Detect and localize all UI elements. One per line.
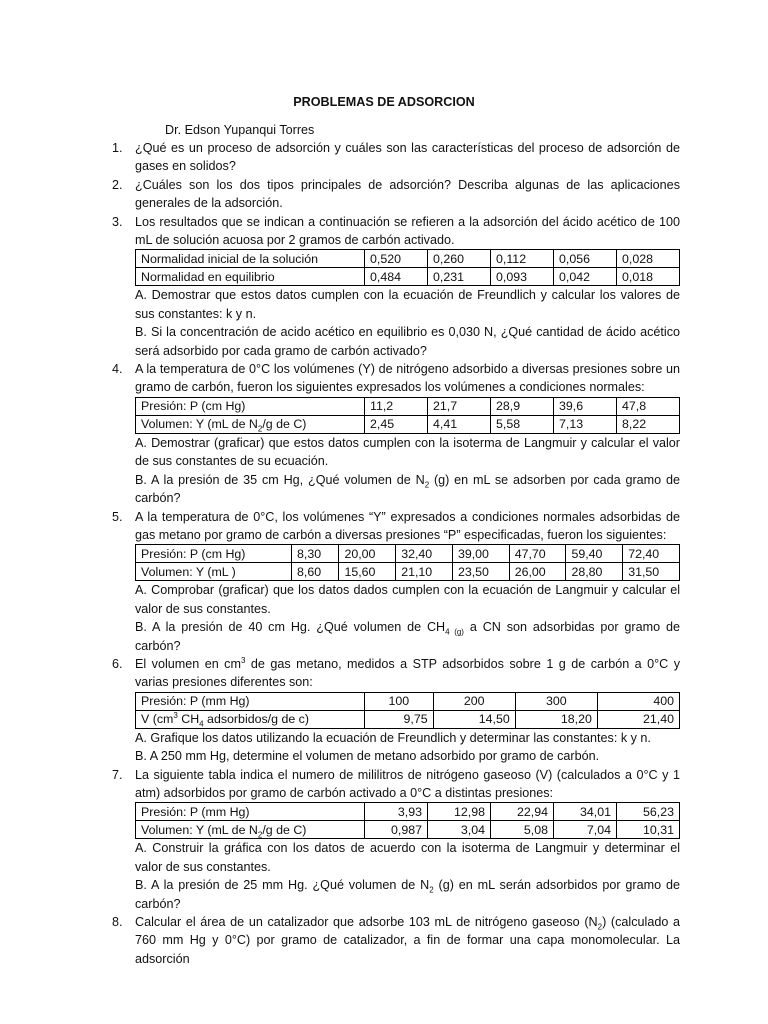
data-table: [135, 544, 680, 581]
problem-list: [112, 139, 680, 968]
table-row: [136, 250, 680, 268]
table-row: [136, 563, 680, 581]
table-cell: 28,9: [491, 397, 554, 415]
problem-3: [112, 213, 680, 360]
problem-number: 6.: [112, 656, 123, 671]
problem-statement: A la temperatura de 0°C los volúmenes (Y) de nitrógeno adsorbido a diversas presiones sobre un gramo de carbón, fueron los siguientes expresados los volúmenes a condiciones normales:: [135, 362, 680, 395]
table-cell: 0,093: [491, 268, 554, 286]
table-cell: 200: [433, 692, 515, 710]
table-cell: 7,13: [554, 415, 617, 433]
question-a: A. Demostrar (graficar) que estos datos cumplen con la isoterma de Langmuir y calcular el valor de sus constantes de su ecuación.: [135, 435, 680, 469]
table-cell: 0,520: [365, 250, 428, 268]
table-cell: 39,00: [452, 545, 509, 563]
table-cell: 10,31: [617, 821, 680, 839]
problem-1: [112, 139, 680, 176]
table-cell: 8,30: [292, 545, 339, 563]
problem-number: 4.: [112, 362, 123, 377]
row-label: Normalidad inicial de la solución: [136, 250, 365, 268]
table-cell: 9,75: [365, 710, 434, 728]
table-cell: 2,45: [365, 415, 428, 433]
problem-statement: ¿Cuáles son los dos tipos principales de adsorción? Describa algunas de las aplicaciones generales de la adsorción.: [135, 177, 680, 211]
row-label: Presión: P (cm Hg): [136, 545, 292, 563]
table-row: [136, 397, 680, 415]
question-a: A. Demostrar que estos datos cumplen con la ecuación de Freundlich y calcular los valores de sus constantes: k y n.: [135, 288, 680, 321]
table-cell: 39,6: [554, 397, 617, 415]
problem-2: [112, 176, 680, 213]
problem-statement: El volumen en $cm^3$ de gas metano, medidos a STP adsorbidos sobre 1 g de carbón a 0°C y varias presiones diferentes son:: [135, 655, 681, 690]
table-cell: 31,50: [623, 563, 680, 581]
question-b: B. A la presión de 25 mm Hg. ¿Qué volumen de $N_2$ (g) en mL serán adsorbidos por gramo de carbón?: [135, 878, 680, 911]
table-cell: 12,98: [428, 803, 491, 821]
table-cell: 5,58: [491, 415, 554, 433]
table-cell: 59,40: [566, 545, 623, 563]
row-label: Presión: P (mm Hg): [136, 692, 365, 710]
author-name: Dr. Edson Yupanqui Torres: [165, 123, 315, 137]
problem-number: 8.: [112, 915, 123, 929]
table-cell: 23,50: [452, 563, 509, 581]
question-a: A. Grafique los datos utilizando la ecuación de Freundlich y determinar las constantes: k y n.: [135, 730, 651, 745]
table-cell: 21,10: [396, 563, 453, 581]
row-label: Presión: P (cm Hg): [136, 397, 365, 415]
problem-number: 5.: [112, 509, 123, 524]
table-cell: 0,112: [491, 250, 554, 268]
table-cell: 8,22: [617, 415, 680, 433]
table-cell: 0,987: [365, 821, 428, 839]
table-cell: 28,80: [566, 563, 623, 581]
page-title: PROBLEMAS DE ADSORCION: [293, 95, 475, 109]
table-cell: 7,04: [554, 821, 617, 839]
problem-number: 3.: [112, 214, 123, 229]
table-row: [136, 692, 680, 710]
table-row: [136, 415, 680, 433]
table-cell: 3,93: [365, 803, 428, 821]
data-table: [135, 692, 680, 729]
table-cell: 14,50: [433, 710, 515, 728]
table-cell: 300: [515, 692, 597, 710]
table-cell: 0,018: [617, 268, 680, 286]
table-cell: 56,23: [617, 803, 680, 821]
problem-number: 1.: [112, 141, 123, 155]
table-cell: 34,01: [554, 803, 617, 821]
table-cell: 21,40: [597, 710, 679, 728]
table-cell: 22,94: [491, 803, 554, 821]
table-cell: 47,70: [509, 545, 566, 563]
table-cell: 15,60: [339, 563, 396, 581]
problem-statement: Calcular el área de un catalizador que adsorbe 103 mL de nitrógeno gaseoso $(N_2)$ (calculado a 760 mm Hg y 0°C) por gramo de catalizador, a fin de formar una capa monomolecular. La adsorción: [135, 915, 680, 966]
table-row: [136, 821, 680, 839]
problem-statement: Los resultados que se indican a continuación se refieren a la adsorción del ácido acético de 100 mL de solución acuosa por 2 gramos de carbón activado.: [135, 214, 680, 248]
row-label: V ($cm^3$ $CH_4$ adsorbidos/g de c): [136, 710, 365, 728]
table-cell: 5,08: [491, 821, 554, 839]
data-table: [135, 249, 680, 286]
problem-8: [112, 913, 680, 968]
row-label: Presión: P (mm Hg): [136, 803, 365, 821]
problem-statement: La siguiente tabla indica el numero de mililitros de nitrógeno gaseoso (V) (calculados a 0°C y 1 atm) adsorbidos por gramo de carbón activado a 0°C a distintas presiones:: [135, 767, 680, 800]
table-row: [136, 710, 680, 728]
problem-7: [112, 766, 680, 913]
table-cell: 0,231: [428, 268, 491, 286]
question-a: A. Comprobar (graficar) que los datos dados cumplen con la ecuación de Langmuir y calcular el valor de sus constantes.: [135, 583, 680, 616]
data-table: [135, 802, 680, 839]
table-cell: 8,60: [292, 563, 339, 581]
problem-statement: ¿Qué es un proceso de adsorción y cuáles son las características del proceso de adsorción de gases en solidos?: [135, 141, 680, 174]
row-label: Volumen: Y (mL de $N_2/g$ de C): [136, 821, 365, 839]
table-cell: 0,260: [428, 250, 491, 268]
data-table: [135, 397, 680, 434]
table-cell: 4,41: [428, 415, 491, 433]
problem-4: [112, 360, 680, 507]
table-row: [136, 545, 680, 563]
table-cell: 100: [365, 692, 434, 710]
problem-number: 2.: [112, 177, 123, 192]
table-row: [136, 268, 680, 286]
table-row: [136, 803, 680, 821]
table-cell: 21,7: [428, 397, 491, 415]
row-label: Normalidad en equilibrio: [136, 268, 365, 286]
table-cell: 0,028: [617, 250, 680, 268]
question-b: B. Si la concentración de acido acético en equilibrio es 0,030 N, ¿Qué cantidad de ácido acético será adsorbido por cada gramo de carbón activado?: [135, 325, 680, 358]
table-cell: 3,04: [428, 821, 491, 839]
table-cell: 47,8: [617, 397, 680, 415]
problem-5: [112, 508, 680, 655]
question-a: A. Construir la gráfica con los datos de acuerdo con la isoterma de Langmuir y determinar el valor de sus constantes.: [135, 841, 680, 874]
table-cell: 18,20: [515, 710, 597, 728]
table-cell: 400: [597, 692, 679, 710]
table-cell: 11,2: [365, 397, 428, 415]
table-cell: 0,484: [365, 268, 428, 286]
row-label: Volumen: Y (mL de $N_2/g$ de C): [136, 415, 365, 433]
table-cell: 0,042: [554, 268, 617, 286]
problem-statement: A la temperatura de 0°C, los volúmenes “Y” expresados a condiciones normales adsorbidas de gas metano por gramo de carbón a diversas presiones “P” especificadas, fueron los siguientes:: [135, 509, 680, 542]
table-cell: 26,00: [509, 563, 566, 581]
question-b: B. A la presión de 40 cm Hg. ¿Qué volumen de $CH_{4 (g)}$ a CN son adsorbidas por gramo de carbón?: [135, 620, 680, 653]
question-b: B. A la presión de 35 cm Hg, ¿Qué volumen de $N_2$ (g) en mL se adsorben por cada gramo de carbón?: [135, 472, 681, 506]
table-cell: 32,40: [396, 545, 453, 563]
problem-6: [112, 655, 680, 766]
table-cell: 72,40: [623, 545, 680, 563]
row-label: Volumen: Y (mL ): [136, 563, 292, 581]
table-cell: 20,00: [339, 545, 396, 563]
problem-number: 7.: [112, 767, 123, 782]
question-b: B. A 250 mm Hg, determine el volumen de metano adsorbido por gramo de carbón.: [135, 749, 600, 764]
table-cell: 0,056: [554, 250, 617, 268]
